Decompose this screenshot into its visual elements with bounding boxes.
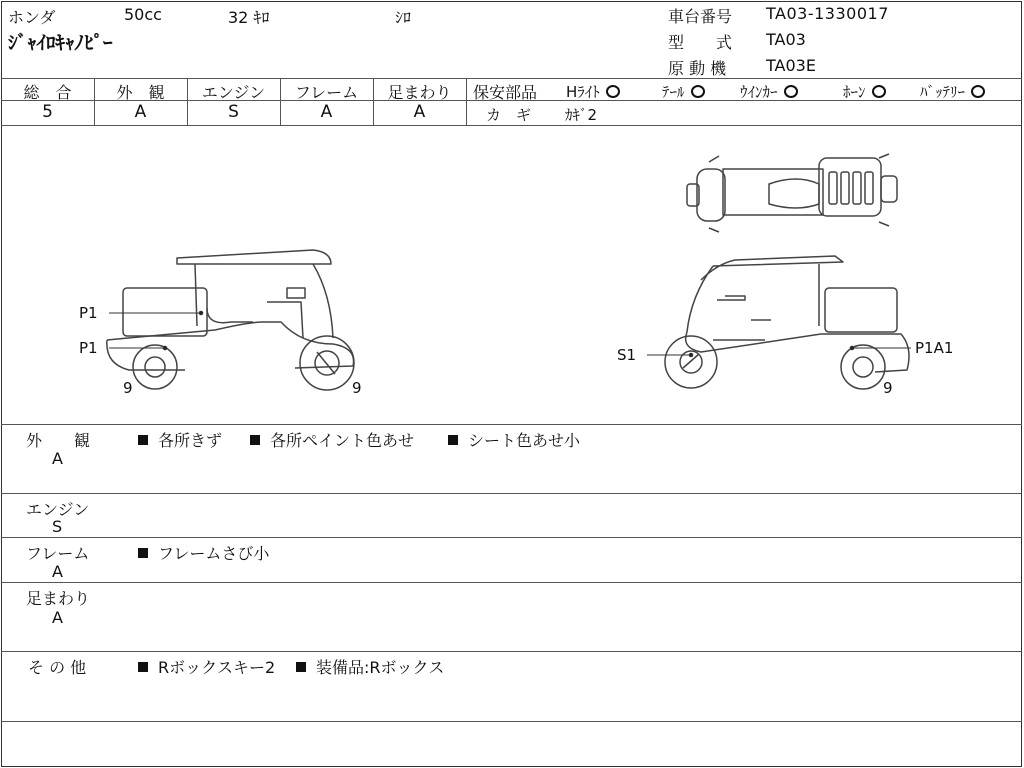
bullet-square-icon <box>138 548 148 558</box>
mileage: 32 ｷﾛ <box>228 8 270 27</box>
remark-item: 装備品:Rボックス <box>296 655 444 678</box>
bullet-square-icon <box>250 435 260 445</box>
diagram-label: P1A1 <box>915 339 954 357</box>
remark-item: 各所きず <box>138 428 222 451</box>
grade-total-label: 総 合 <box>23 83 72 102</box>
damage-diagram <box>1 126 1022 424</box>
key-label: カ ギ <box>486 106 532 124</box>
remark-other-label: そ の 他 <box>28 658 87 677</box>
status-ok-icon <box>606 85 620 98</box>
grade-engine-label: エンジン <box>201 83 266 102</box>
frame-no: TA03-1330017 <box>766 4 889 23</box>
model-label: 型 式 <box>668 33 733 52</box>
displacement: 50cc <box>124 5 162 24</box>
safety-label: 保安部品 <box>473 83 538 102</box>
remark-item: フレームさび小 <box>138 541 269 564</box>
grade-engine-value: S <box>228 102 239 122</box>
safety-winker: ｳｲﾝｶｰ <box>740 81 798 102</box>
divider <box>1 537 1022 538</box>
right-side-view-scooter <box>665 256 909 389</box>
model-code: TA03 <box>766 30 806 49</box>
safety-battery: ﾊﾞｯﾃﾘｰ <box>920 81 985 102</box>
safety-horn: ﾎｰﾝ <box>843 81 886 102</box>
divider <box>1 424 1022 425</box>
diagram-label: P1 <box>79 304 98 322</box>
status-ok-icon <box>872 85 886 98</box>
divider <box>1 582 1022 583</box>
grade-suspension-label: 足まわり <box>387 83 452 102</box>
remark-item: Rボックスキー2 <box>138 655 275 678</box>
diagram-label: S1 <box>617 346 637 364</box>
engine-label: 原 動 機 <box>668 59 727 78</box>
grade-exterior-label: 外 観 <box>116 83 165 102</box>
divider <box>1 651 1022 652</box>
status-ok-icon <box>784 85 798 98</box>
color: ｼﾛ <box>395 8 412 27</box>
remark-suspension-label: 足まわり <box>26 589 91 608</box>
remark-engine-grade: S <box>52 517 63 536</box>
key-value: ｶｷﾞ2 <box>565 106 598 124</box>
status-ok-icon <box>971 85 985 98</box>
model-name: ｼﾞｬｲﾛｷｬﾉﾋﾟｰ <box>8 32 113 54</box>
safety-headlight: Hﾗｲﾄ <box>566 81 620 102</box>
remark-exterior-label: 外 観 <box>26 431 91 450</box>
frame-no-label: 車台番号 <box>668 7 733 26</box>
diagram-label: 9 <box>352 379 362 397</box>
remark-item: シート色あせ小 <box>448 428 580 451</box>
bullet-square-icon <box>448 435 458 445</box>
bullet-square-icon <box>138 662 148 672</box>
maker: ホンダ <box>8 8 56 27</box>
remark-engine-label: エンジン <box>26 500 90 519</box>
divider <box>1 78 1022 79</box>
grade-exterior-value: A <box>134 102 147 122</box>
divider <box>466 78 467 125</box>
engine-code: TA03E <box>766 56 816 75</box>
diagram-label: 9 <box>883 379 893 397</box>
left-side-view-scooter <box>107 250 354 390</box>
status-ok-icon <box>691 85 705 98</box>
divider <box>1 721 1022 722</box>
remark-frame-label: フレーム <box>26 544 90 563</box>
remark-frame-grade: A <box>52 562 63 581</box>
grade-total-value: 5 <box>42 102 53 122</box>
grade-frame-label: フレーム <box>294 83 359 102</box>
divider <box>1 493 1022 494</box>
top-view-scooter <box>687 154 897 232</box>
bullet-square-icon <box>296 662 306 672</box>
diagram-label: 9 <box>123 379 133 397</box>
remark-item: 各所ペイント色あせ <box>250 428 414 451</box>
bullet-square-icon <box>138 435 148 445</box>
grade-suspension-value: A <box>413 102 426 122</box>
remark-suspension-grade: A <box>52 608 63 627</box>
safety-taillight: ﾃｰﾙ <box>662 81 705 102</box>
grade-frame-value: A <box>320 102 333 122</box>
diagram-label: P1 <box>79 339 98 357</box>
remark-exterior-grade: A <box>52 449 63 468</box>
